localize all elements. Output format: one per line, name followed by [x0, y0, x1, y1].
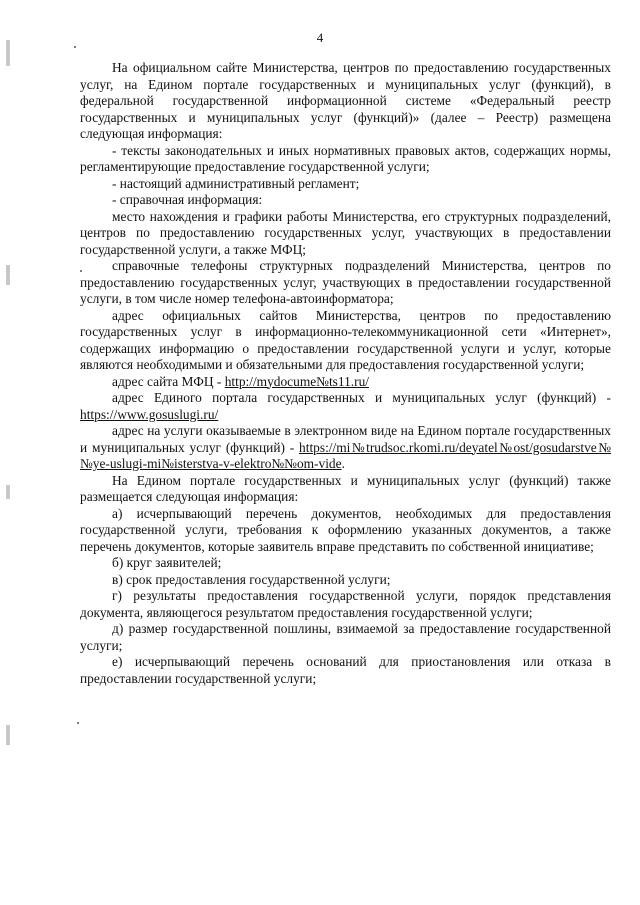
paragraph: На официальном сайте Министерства, центров по предоставлению государственных услуг, на Едином портале государственных и муниципальных услуг (функций), в федеральной государственной информационной системе «Федеральный реестр государственных и муниципальных услуг (функций)» (далее – Реестр) размещена следующая информация: [80, 60, 611, 141]
page-number: 4 [316, 30, 324, 45]
paragraph: место нахождения и графики работы Министерства, его структурных подразделений, центров по предоставлению государственных услуг, участвующих в предоставлении государственной услуги, а также МФЦ; [80, 208, 611, 257]
paragraph: д) размер государственной пошлины, взимаемой за предоставление государственной услуги; [80, 621, 611, 653]
electronic-services-paragraph [80, 423, 611, 473]
document-body [80, 60, 611, 687]
paragraph: На Едином портале государственных и муниципальных услуг (функций) также размещается следующая информация: [80, 472, 611, 504]
scan-margin-mark [6, 265, 10, 285]
scan-margin-mark [6, 40, 10, 66]
paragraph: справочные телефоны структурных подразделений Министерства, центров по предоставлению государственных услуг, участвующих в предоставлении государственной услуги, в том числе номер телефона-автоинформатора; [80, 258, 611, 306]
paragraph: - тексты законодательных и иных нормативных правовых актов, содержащих нормы, регламентирующие предоставление государственной услуги; [80, 142, 611, 174]
paragraph: в) срок предоставления государственной услуги; [112, 571, 391, 587]
paragraph: е) исчерпывающий перечень оснований для приостановления или отказа в предоставлении государственной услуги; [80, 654, 611, 686]
paragraph: - справочная информация: [112, 192, 263, 207]
electronic-services-suffix: . [341, 456, 345, 471]
paragraph: - настоящий административный регламент; [112, 175, 360, 191]
mfc-site-paragraph [80, 374, 611, 391]
mfc-site-label: адрес сайта МФЦ - [112, 373, 225, 389]
mfc-site-link[interactable]: http://mydocume№ts11.ru/ [224, 373, 370, 389]
paragraph: адрес официальных сайтов Министерства, центров по предоставлению государственных услуг в информационно-телекоммуникационной сети «Интернет», содержащих информацию о предоставлении государственной услуги и услуг, которые являются необходимыми и обязательными для предоставления государственной услуги; [80, 307, 611, 372]
electronic-services-link[interactable]: https://mi№trudsoc.rkomi.ru/deyatel№ost/gosudarstve№№ye-uslugi-mi№isterstva-v-elektro№№om-vide [80, 439, 611, 471]
scan-speck [74, 46, 76, 48]
portal-site-label: адрес Единого портала государственных и муниципальных услуг (функций) - [112, 390, 611, 405]
portal-site-paragraph [80, 390, 611, 423]
scan-speck [77, 722, 79, 724]
scan-margin-mark [6, 485, 10, 499]
paragraph: б) круг заявителей; [112, 555, 222, 570]
electronic-services-label: адрес на услуги оказываемые в электронном виде на Едином портале государственных и муниципальных услуг (функций) - [80, 423, 611, 455]
scan-margin-mark [6, 725, 10, 745]
paragraph: а) исчерпывающий перечень документов, необходимых для предоставления государственной услуги, требования к оформлению указанных документов, а также перечень документов, которые заявитель вправе представить по собственной инициативе; [80, 505, 611, 554]
paragraph: г) результаты предоставления государственной услуги, порядок представления документа, являющегося результатом предоставления государственной услуги; [80, 588, 611, 620]
portal-site-link[interactable]: https://www.gosuslugi.ru/ [80, 406, 219, 422]
